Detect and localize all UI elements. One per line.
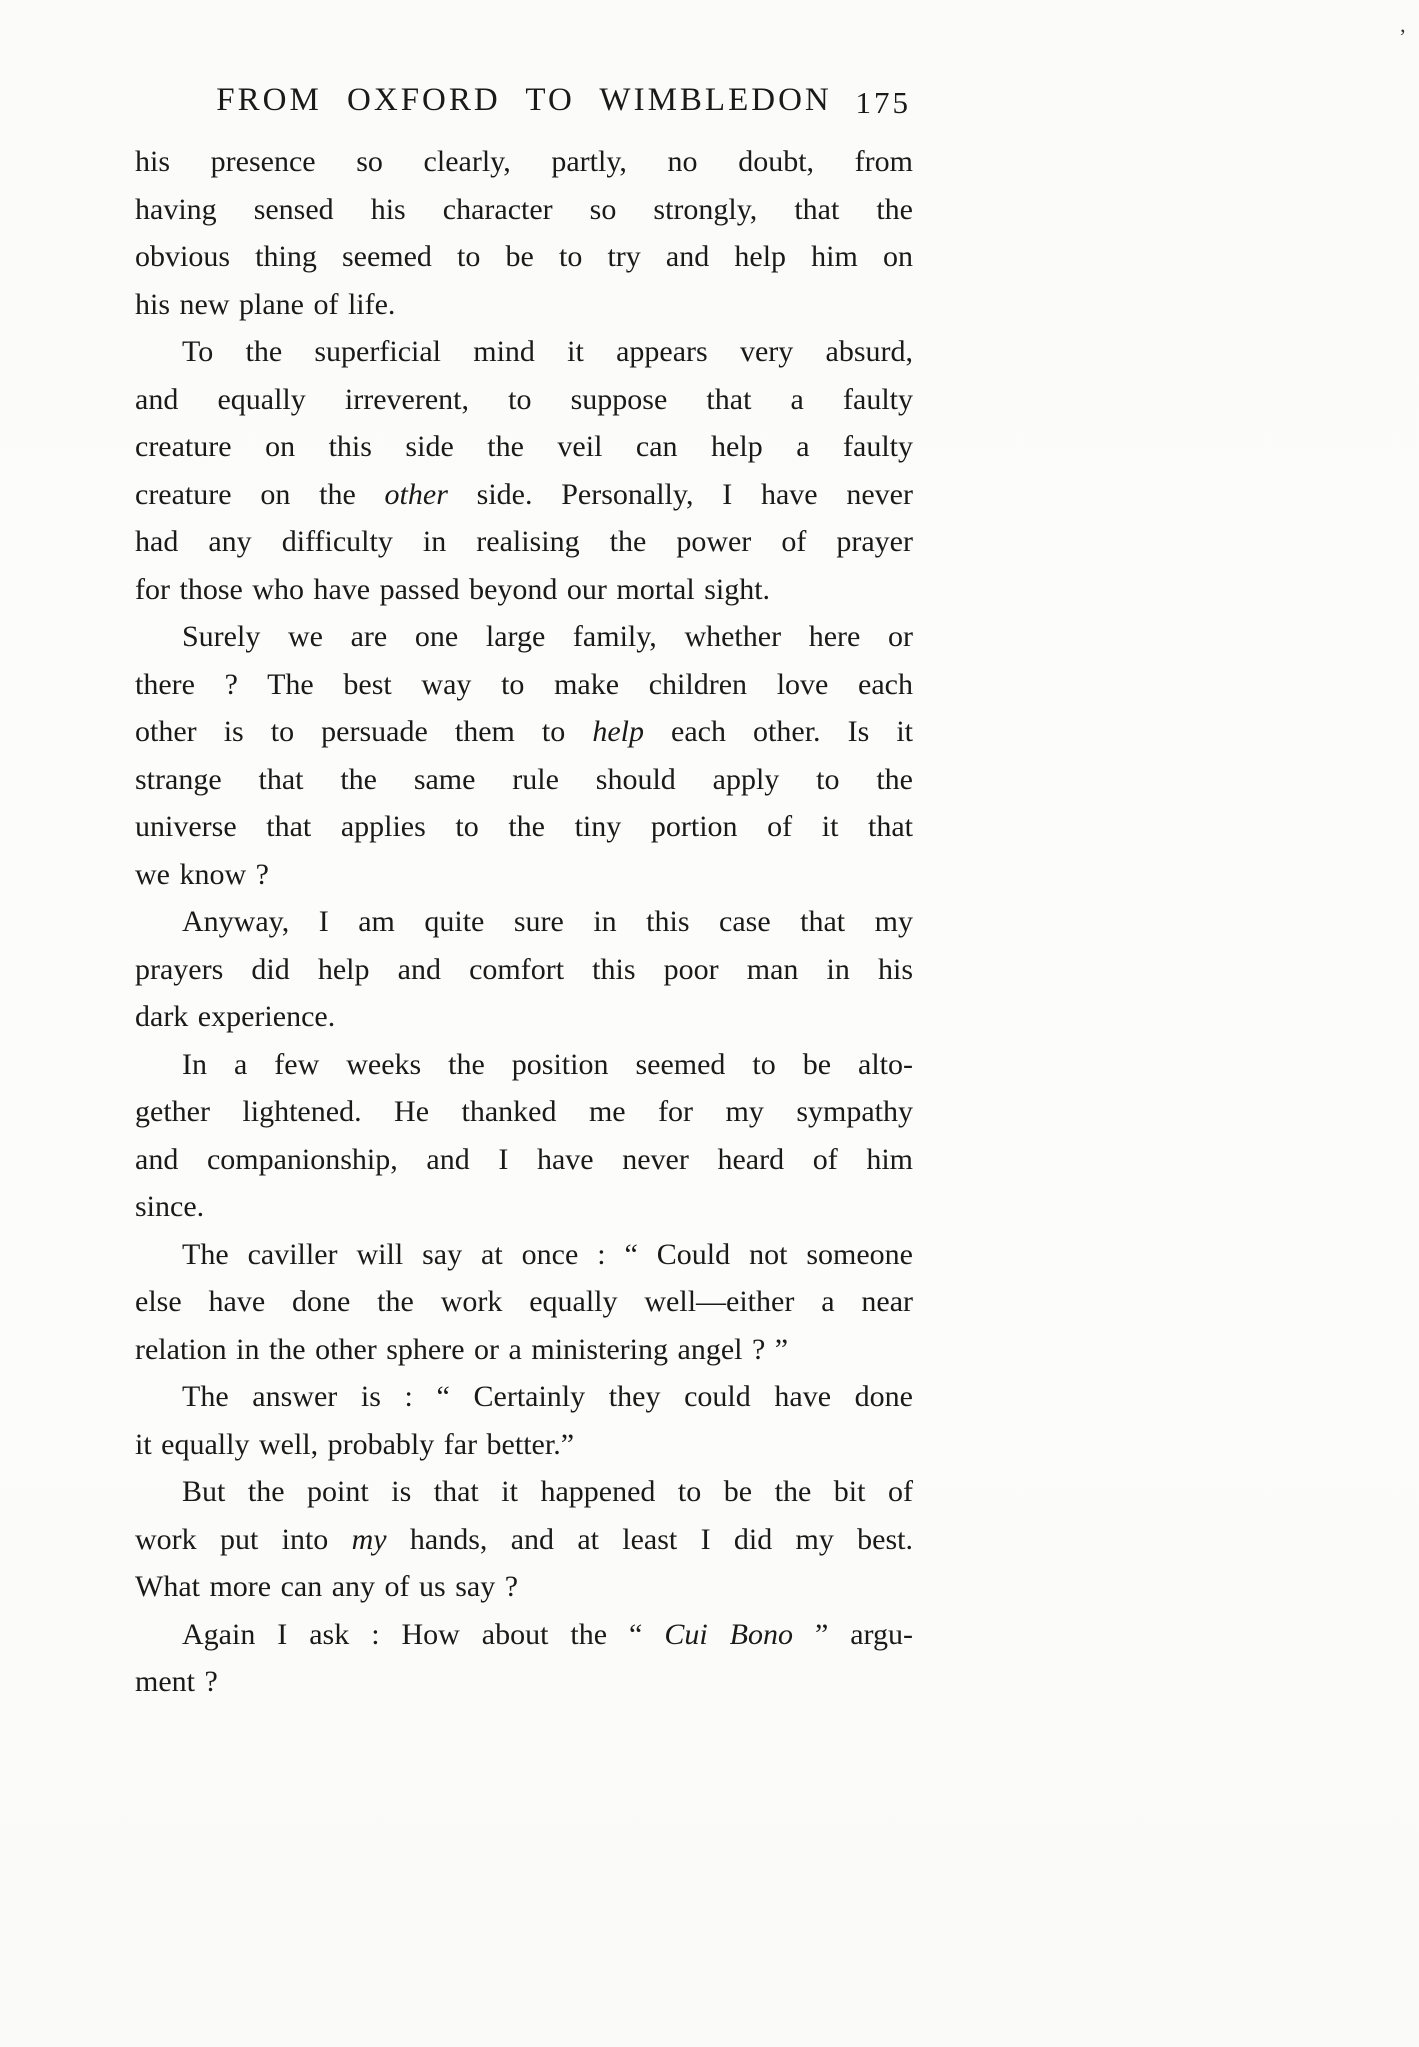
text-line (135, 898, 913, 946)
text-segment: his presence so clearly, partly, no doubt, from (135, 145, 913, 178)
text-segment: ” argu- (792, 1617, 913, 1651)
text-segment: other is to persuade them to (135, 715, 593, 748)
text-segment: it equally well, probably far better.” (135, 1427, 575, 1461)
text-segment: had any difficulty in realising the power of prayer (135, 525, 913, 558)
text-segment: universe that applies to the tiny portion of it that (135, 810, 913, 843)
text-segment: work put into (135, 1522, 352, 1556)
text-segment: and equally irreverent, to suppose that a faulty (135, 382, 913, 416)
text-segment: there ? The best way to make children love each (135, 667, 913, 701)
scan-artifact: ’ (1399, 24, 1407, 49)
text-line (135, 518, 913, 566)
text-segment: relation in the other sphere or a ministering angel ? ” (135, 1332, 789, 1366)
text-segment: The caviller will say at once : “ Could not someone (182, 1237, 913, 1271)
text-line (135, 756, 913, 804)
text-segment: his new plane of life. (135, 287, 396, 321)
text-line (135, 1326, 913, 1374)
text-segment: The answer is : “ Certainly they could have done (182, 1380, 913, 1413)
text-segment: dark experience. (135, 1000, 336, 1033)
text-line (135, 186, 913, 234)
italic-text: other (384, 477, 448, 511)
text-line (135, 1373, 913, 1421)
text-line (135, 471, 913, 519)
text-line (135, 613, 913, 661)
page-number: 175 (855, 85, 911, 120)
text-line (135, 1658, 913, 1706)
text-segment: we know ? (135, 857, 269, 891)
text-segment: Anyway, I am quite sure in this case that my (182, 905, 913, 938)
text-segment: side. Personally, I have never (447, 477, 913, 511)
text-line (135, 281, 913, 329)
text-segment: In a few weeks the position seemed to be alto- (182, 1047, 913, 1081)
text-line (135, 851, 913, 899)
text-line (135, 1183, 913, 1231)
text-segment: creature on the (135, 477, 385, 511)
text-line (135, 1136, 913, 1184)
text-line (135, 1041, 913, 1089)
text-line (135, 993, 913, 1041)
text-segment: prayers did help and comfort this poor man in his (135, 952, 913, 986)
text-line (135, 138, 913, 186)
text-segment: What more can any of us say ? (135, 1570, 519, 1603)
text-segment: gether lightened. He thanked me for my sympathy (135, 1095, 913, 1128)
text-segment: Again I ask : How about the “ (182, 1617, 665, 1651)
text-line (135, 1468, 913, 1516)
text-line (135, 661, 913, 709)
text-line (135, 1088, 913, 1136)
italic-text: my (351, 1522, 387, 1556)
text-line (135, 233, 913, 281)
text-segment: To the superficial mind it appears very absurd, (182, 335, 913, 368)
running-head: FROM OXFORD TO WIMBLEDON (216, 82, 832, 118)
text-line (135, 1611, 913, 1659)
text-line (135, 566, 913, 614)
text-segment: Surely we are one large family, whether here or (182, 620, 913, 653)
text-segment: for those who have passed beyond our mortal sight. (135, 572, 771, 606)
text-line (135, 803, 913, 851)
text-segment: having sensed his character so strongly, that the (135, 192, 913, 226)
text-line (135, 1516, 913, 1564)
text-line (135, 423, 913, 471)
text-segment: strange that the same rule should apply to the (135, 762, 913, 796)
text-segment: hands, and at least I did my best. (386, 1522, 913, 1556)
text-segment: creature on this side the veil can help a faulty (135, 430, 913, 463)
text-segment: and companionship, and I have never heard of him (135, 1142, 913, 1176)
text-segment: else have done the work equally well—either a near (135, 1285, 913, 1318)
page-header (135, 82, 913, 132)
text-segment: ment ? (135, 1665, 218, 1698)
text-line (135, 1231, 913, 1279)
italic-text: Cui Bono (664, 1617, 793, 1651)
text-line (135, 1421, 913, 1469)
text-line (135, 328, 913, 376)
text-line (135, 376, 913, 424)
text-line (135, 1563, 913, 1611)
text-line (135, 1278, 913, 1326)
text-segment: since. (135, 1190, 205, 1223)
text-segment: obvious thing seemed to be to try and help him on (135, 240, 913, 273)
italic-text: help (592, 715, 644, 748)
text-block (135, 138, 913, 1706)
text-segment: each other. Is it (643, 715, 913, 748)
text-segment: But the point is that it happened to be the bit of (182, 1475, 913, 1508)
text-line (135, 708, 913, 756)
text-line (135, 946, 913, 994)
